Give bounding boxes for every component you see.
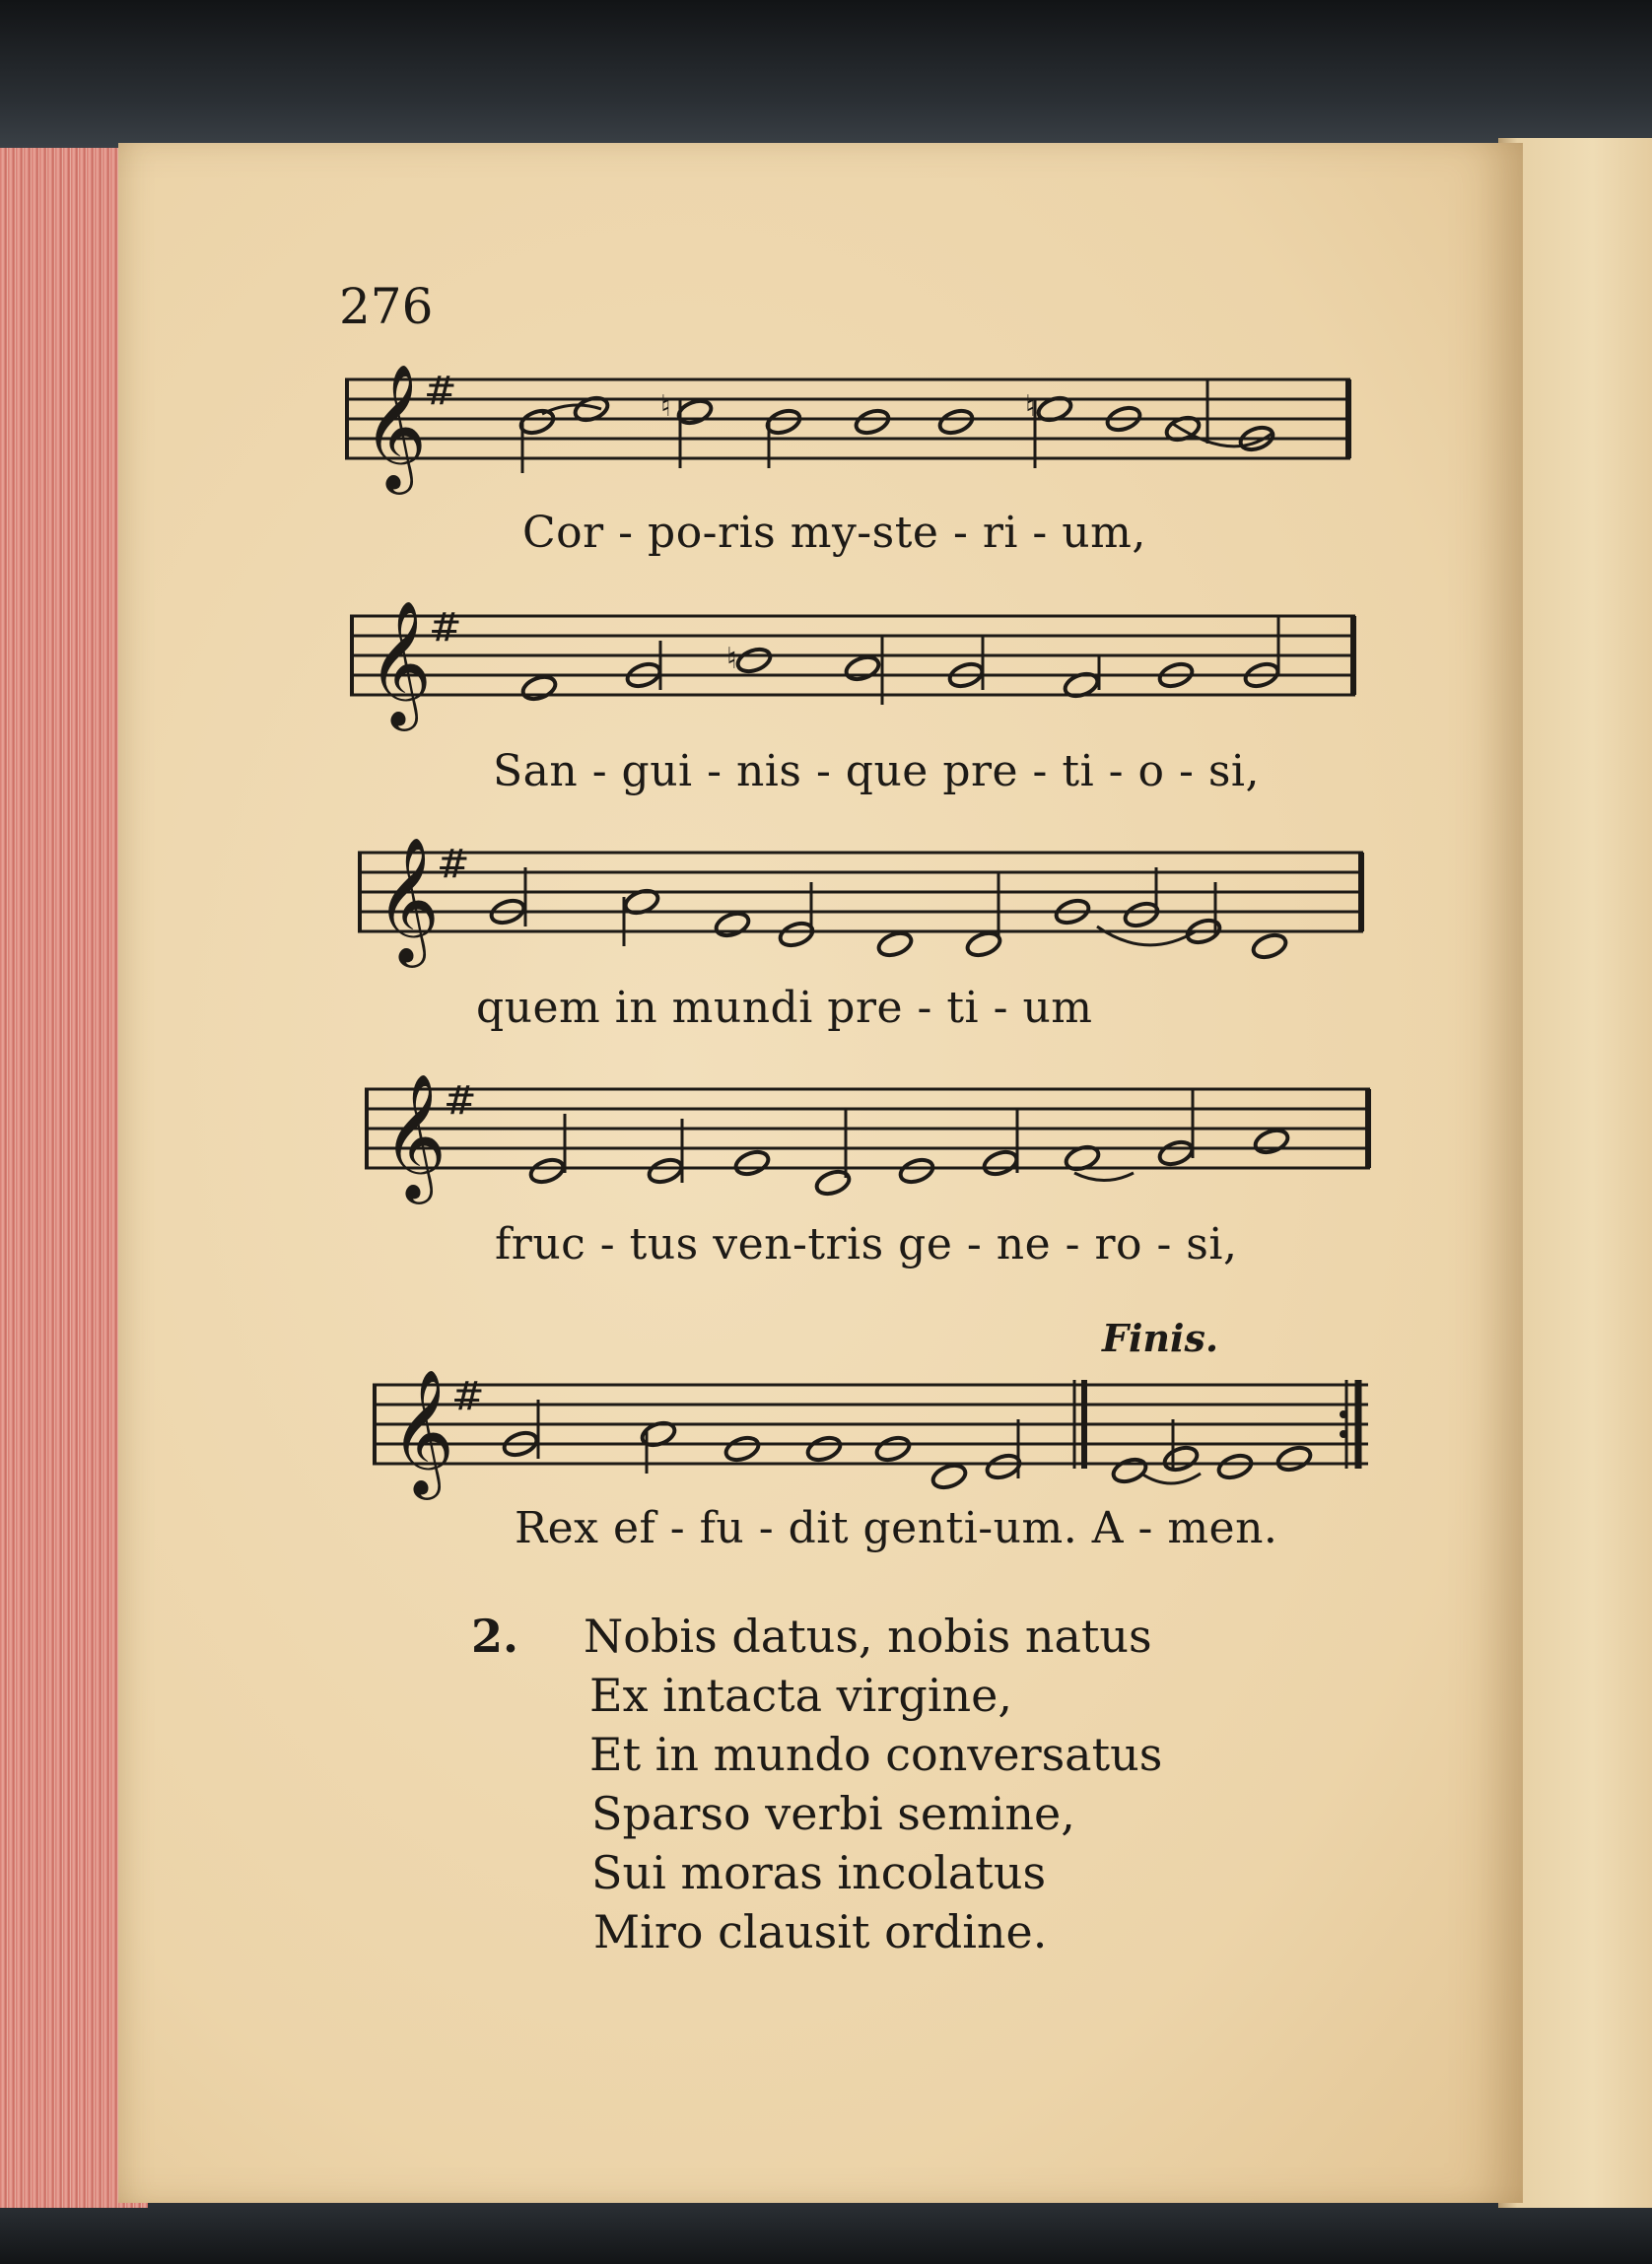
verse-line: Ex intacta virgine,	[589, 1669, 1013, 1722]
music-staff-5	[373, 1360, 1378, 1518]
music-staff-3	[358, 828, 1363, 986]
verse-number: 2.	[471, 1610, 519, 1663]
lyric-line-1: Cor - po-ris my-ste - ri - um,	[522, 508, 1146, 558]
svg-text:♮: ♮	[660, 389, 671, 424]
verse-line: Sparso verbi semine,	[591, 1787, 1075, 1840]
svg-text:#: #	[437, 842, 470, 887]
verse-line: Nobis datus, nobis natus	[584, 1610, 1152, 1663]
svg-text:#: #	[444, 1078, 477, 1124]
treble-clef-icon: 𝄞	[363, 363, 428, 489]
svg-text:♮: ♮	[1025, 389, 1036, 424]
music-staff-4	[365, 1064, 1370, 1222]
lyric-line-3: quem in mundi pre - ti - um	[476, 983, 1093, 1033]
svg-text:#: #	[451, 1374, 485, 1419]
book-cover-top	[0, 0, 1652, 148]
svg-text:𝄞: 𝄞	[390, 1368, 455, 1494]
svg-text:𝄞: 𝄞	[376, 836, 441, 962]
svg-text:#: #	[424, 369, 457, 414]
lyric-line-5: Rex ef - fu - dit genti-um. A - men.	[515, 1503, 1278, 1553]
music-staff-2	[350, 591, 1355, 749]
verse-2	[471, 1607, 1163, 1961]
svg-text:𝄞: 𝄞	[368, 599, 433, 725]
lyric-line-4: fruc - tus ven-tris ge - ne - ro - si,	[495, 1219, 1238, 1269]
book-cover-bottom	[0, 2203, 1652, 2264]
verse-line: Sui moras incolatus	[591, 1846, 1047, 1899]
verse-line: Et in mundo conversatus	[589, 1728, 1163, 1781]
lyric-line-2: San - gui - nis - que pre - ti - o - si,	[493, 746, 1260, 796]
verse-line: Miro clausit ordine.	[593, 1905, 1048, 1958]
music-staff-1	[345, 355, 1350, 513]
finis-marking: Finis.	[1102, 1316, 1219, 1360]
svg-text:𝄞: 𝄞	[382, 1072, 447, 1199]
svg-text:#: #	[429, 605, 462, 651]
svg-text:♮: ♮	[726, 642, 737, 676]
page-number: 276	[339, 278, 434, 335]
